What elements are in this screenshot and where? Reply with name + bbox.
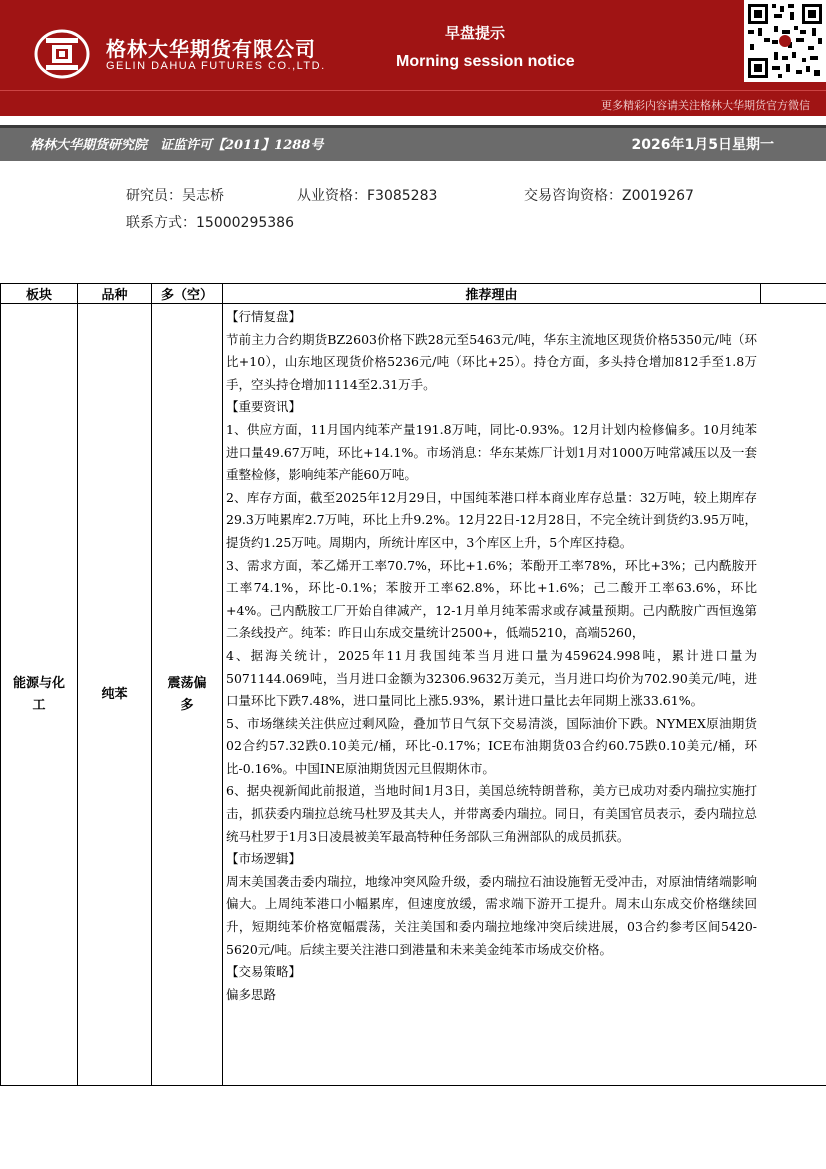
report-title-cn: 早盘提示 [445,24,506,42]
company-name-en: GELIN DAHUA FUTURES CO.,LTD. [106,60,326,72]
header-blank [761,284,826,304]
reason-paragraph: 3、需求方面，苯乙烯开工率70.7%，环比+1.6%；苯酚开工率78%，环比+3%；己内酰胺开工率74.1%，环比-0.1%；苯胺开工率62.8%，环比+1.6%；己二酸开工率63.6%，环比+4%。己内酰胺工厂开始自律减产，12-1月单月纯苯需求或存减量预期。己内酰胺广西恒逸第二条线投产。纯苯：昨日山东成交量统计2500+，低端5210，高端5260， [226,557,757,641]
header-direction: 多（空） [152,284,223,304]
report-header [0,0,826,116]
reason-paragraph: 2、库存方面，截至2025年12月29日，中国纯苯港口样本商业库存总量：32万吨，较上期库存29.3万吨累库2.7万吨，环比上升9.2%。12月22日-12月28日，不完全统计到货约3.95万吨，提货约1.25万吨。周期内，所统计库区中，3个库区上升，5个库区持稳。 [226,489,757,550]
company-name-cn: 格林大华期货有限公司 [106,37,316,61]
direction-cell [152,304,223,1086]
variety-cell [78,304,152,1086]
header-sector: 板块 [1,284,78,304]
company-logo-icon [32,28,92,80]
section-heading: 【重要资讯】 [226,399,302,415]
table-row [1,304,826,1086]
section-heading: 【行情复盘】 [226,309,302,324]
reason-cell [223,304,826,1086]
header-reason: 推荐理由 [223,284,761,304]
section-heading: 【交易策略】 [226,964,302,980]
reason-paragraph: 1、供应方面，11月国内纯苯产量191.8万吨，同比-0.93%。12月计划内检修偏多。10月纯苯进口量49.67万吨，环比+14.1%。市场消息：华东某炼厂计划1月对1000万吨常减压以及一套重整检修，影响纯苯产能60万吨。 [226,421,757,483]
sector-cell [1,304,78,1086]
strategy-text: 偏多思路 [226,986,277,1002]
reason-paragraph: 5、市场继续关注供应过剩风险，叠加节日气氛下交易清淡，国际油价下跌。NYMEX原油期货02合约57.32跌0.10美元/桶，环比-0.17%；ICE布油期货03合约60.75跌0.10美元/桶，环比-0.16%。中国INE原油期货因元旦假期休市。 [226,715,757,776]
sector-label: 能源与化工 [13,675,66,713]
reason-paragraph: 6、据央视新闻此前报道，当地时间1月3日，美国总统特朗普称，美方已成功对委内瑞拉实施打击，抓获委内瑞拉总统马杜罗及其夫人，并带离委内瑞拉。同日，有美国官员表示，委内瑞拉总统马杜罗于1月3日凌晨被美军最高特种任务部队三角洲部队的成员抓获。 [226,783,757,844]
reason-paragraph: 节前主力合约期货BZ2603价格下跌28元至5463元/吨，华东主流地区现货价格5350元/吨（环比+10），山东地区现货价格5236元/吨（环比+25）。持仓方面，多头持仓增加812手至1.8万手，空头持仓增加1114至2.31万手。 [226,331,757,392]
researcher-name: 研究员：吴志桥 [126,188,224,204]
section-heading: 【市场逻辑】 [226,851,302,867]
direction-label: 震荡偏多 [167,675,207,713]
wechat-qr-code-icon [744,0,826,82]
institute-license: 格林大华期货研究院 证监许可【2011】1288号 [30,138,324,153]
recommendation-table [0,283,826,1086]
table-header-row [1,284,826,304]
report-date: 2026年1月5日星期一 [631,137,774,153]
reason-paragraph: 4、据海关统计，2025年11月我国纯苯当月进口量为459624.998吨，累计进口量为5071144.069吨，当月进口金额为32306.9632万美元，当月进口均价为702.90美元/吨，进口量环比下跌7.48%，进口量同比上涨5.93%，累计进口量比去年同期上涨33.61%。 [226,647,757,709]
header-variety: 品种 [78,284,152,304]
researcher-contact: 联系方式：15000295386 [126,215,294,231]
report-title-en: Morning session notice [396,53,575,70]
reason-paragraph: 周末美国袭击委内瑞拉，地缘冲突风险升级，委内瑞拉石油设施暂无受冲击，对原油情绪端影响偏大。上周纯苯港口小幅累库，但速度放缓，需求端下游开工提升。周末山东成交价格继续回升，短期纯苯价格宽幅震荡，关注美国和委内瑞拉地缘冲突后续进展，03合约参考区间5420-5620元/吨。后续主要关注港口到港量和未来美金纯苯市场成交价格。 [226,873,757,957]
variety-label: 纯苯 [101,686,128,702]
researcher-consult-license: 交易咨询资格：Z0019267 [524,188,694,204]
wechat-follow-note: 更多精彩内容请关注格林大华期货官方微信 [601,99,810,112]
researcher-qualification: 从业资格：F3085283 [297,188,438,204]
